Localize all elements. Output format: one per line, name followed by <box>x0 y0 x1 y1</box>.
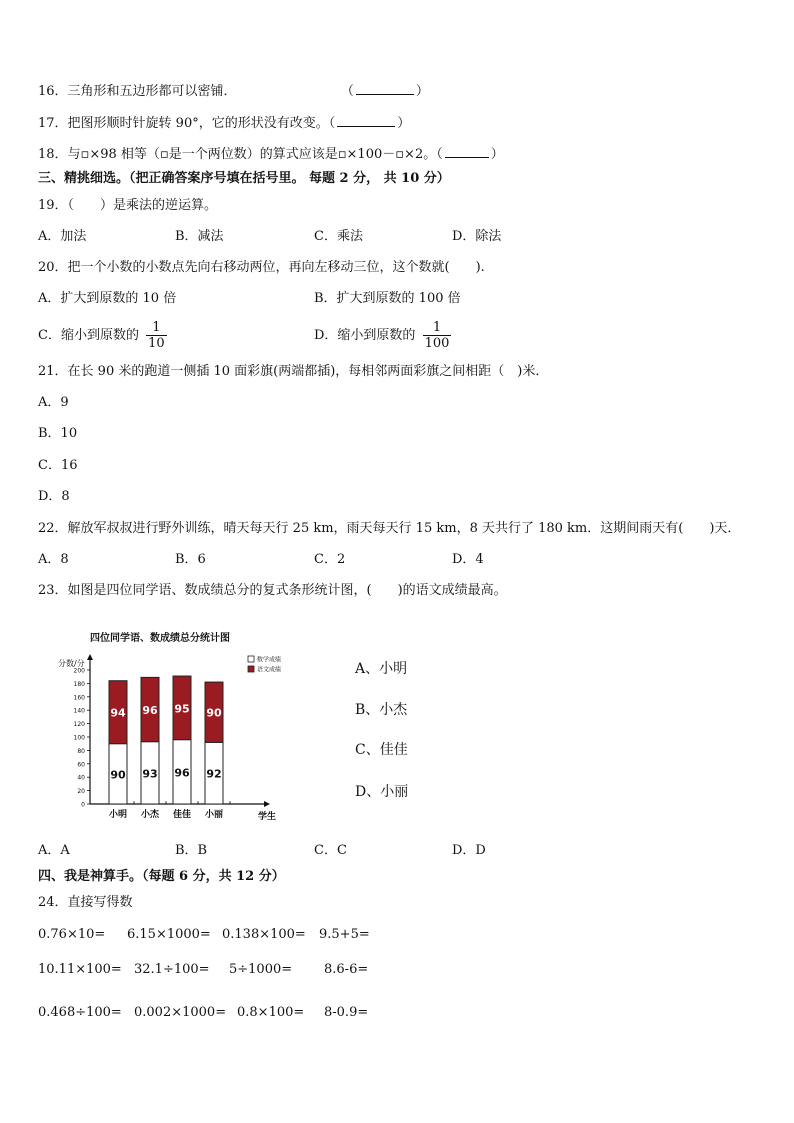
question-23-option-d[interactable]: D．D <box>452 843 486 858</box>
section-4-title: 四、我是神算手。（每题 6 分，共 12 分） <box>38 869 285 884</box>
question-17-paren-close: ） <box>397 116 411 131</box>
calc-item: 0.002×1000= <box>134 1005 227 1020</box>
question-21-option-b[interactable]: B．10 <box>38 426 78 441</box>
question-18 <box>38 145 504 164</box>
fraction-numerator: 1 <box>432 320 442 335</box>
y-tick-label: 200 <box>73 667 85 675</box>
y-tick-label: 180 <box>73 680 85 688</box>
legend-swatch <box>248 656 254 662</box>
calc-item: 0.138×100= <box>222 927 306 942</box>
fraction-one-tenth <box>146 320 167 351</box>
question-21-text: 21．在长 90 米的跑道一侧插 10 面彩旗(两端都插)，每相邻两面彩旗之间相距（ )米． <box>38 364 549 379</box>
calc-item: 6.15×1000= <box>127 927 211 942</box>
calc-item: 0.76×10= <box>38 927 106 942</box>
chart-title: 四位同学语、数成绩总分统计图 <box>90 633 230 644</box>
section-3-title: 三、精挑细选。（把正确答案序号填在括号里。 每题 2 分， 共 10 分） <box>38 171 450 186</box>
bar-data-label: 93 <box>142 767 158 781</box>
question-19-option-c[interactable]: C．乘法 <box>314 229 363 244</box>
question-20-option-c-label: C．缩小到原数的 <box>38 328 139 343</box>
calc-item: 8-0.9= <box>324 1005 369 1020</box>
question-23-option-a[interactable]: A．A <box>38 843 70 858</box>
y-tick-label: 80 <box>77 747 85 755</box>
x-tick-label: 佳佳 <box>172 810 192 820</box>
question-18-paren-close: ） <box>490 147 504 162</box>
bar-data-label: 96 <box>174 766 190 780</box>
question-20-text: 20．把一个小数的小数点先向右移动两位，再向左移动三位，这个数就( ). <box>38 260 485 275</box>
question-24-text: 24．直接写得数 <box>38 895 133 910</box>
question-20-option-a[interactable]: A．扩大到原数的 10 倍 <box>38 291 177 306</box>
y-axis-arrow <box>87 654 93 660</box>
question-17-text: 17．把图形顺时针旋转 90°，它的形状没有改变。（ <box>38 116 336 131</box>
calc-item: 0.468÷100= <box>38 1005 122 1020</box>
legend-label: 语文成绩 <box>257 666 282 674</box>
calc-item: 10.11×100= <box>38 962 122 977</box>
question-23-option-c[interactable]: C．C <box>314 843 347 858</box>
question-20-option-c[interactable] <box>38 318 167 354</box>
legend-label: 数学成绩 <box>257 656 282 664</box>
fraction-denominator: 100 <box>424 336 450 351</box>
question-16-paren-close: ） <box>415 84 429 99</box>
bar-data-label: 94 <box>110 706 126 720</box>
question-21-option-a[interactable]: A．9 <box>38 395 69 410</box>
question-23-choice-d: D、小丽 <box>355 784 409 800</box>
question-22-option-d[interactable]: D．4 <box>452 552 484 567</box>
question-16 <box>38 82 429 101</box>
calc-item: 32.1÷100= <box>134 962 210 977</box>
y-tick-label: 120 <box>73 721 85 729</box>
calc-item: 5÷1000= <box>229 962 293 977</box>
stacked-bar-chart <box>56 622 288 827</box>
bar-data-label: 96 <box>142 704 158 718</box>
y-tick-label: 100 <box>73 734 85 742</box>
fraction-numerator: 1 <box>152 320 161 335</box>
bar-data-label: 90 <box>206 706 222 720</box>
y-tick-label: 140 <box>73 707 85 715</box>
chart-y-ticks <box>74 668 90 809</box>
question-19-option-a[interactable]: A．加法 <box>38 229 87 244</box>
bar-data-label: 95 <box>174 702 190 716</box>
bar-data-label: 90 <box>110 768 126 782</box>
question-16-text: 16．三角形和五边形都可以密铺． <box>38 84 237 99</box>
question-22-option-b[interactable]: B．6 <box>175 552 206 567</box>
question-18-answer-blank[interactable] <box>445 145 489 158</box>
fraction-denominator: 10 <box>148 336 165 351</box>
chart-y-axis-label: 分数/分 <box>58 659 85 668</box>
question-16-answer-blank[interactable] <box>356 82 414 95</box>
question-22-option-c[interactable]: C．2 <box>314 552 346 567</box>
x-tick-label: 小丽 <box>204 810 224 820</box>
y-tick-label: 160 <box>73 694 85 702</box>
question-18-text: 18．与▫×98 相等（▫是一个两位数）的算式应该是▫×100－▫×2。（ <box>38 147 443 162</box>
chart-x-axis-label: 学生 <box>258 812 277 822</box>
bar-data-label: 92 <box>206 767 222 781</box>
question-20-option-d[interactable] <box>314 318 451 354</box>
question-19-option-d[interactable]: D．除法 <box>452 229 502 244</box>
x-tick-label: 小明 <box>108 810 128 820</box>
chart-legend <box>248 656 281 674</box>
question-20-option-b[interactable]: B．扩大到原数的 100 倍 <box>314 291 461 306</box>
question-19-text: 19．（ ）是乘法的逆运算。 <box>38 198 218 213</box>
question-17 <box>38 114 410 133</box>
y-tick-label: 20 <box>77 788 85 796</box>
fraction-one-hundredth <box>423 320 452 351</box>
calc-item: 8.6-6= <box>324 962 369 977</box>
question-23-text: 23．如图是四位同学语、数成绩总分的复式条形统计图，( )的语文成绩最高。 <box>38 583 507 598</box>
question-23-option-b[interactable]: B．B <box>175 843 208 858</box>
calc-item: 9.5+5= <box>319 927 370 942</box>
question-21-option-c[interactable]: C．16 <box>38 458 78 473</box>
y-tick-label: 40 <box>77 774 85 782</box>
calc-item: 0.8×100= <box>237 1005 305 1020</box>
question-19-option-b[interactable]: B．减法 <box>175 229 224 244</box>
question-23-choice-a: A、小明 <box>355 661 408 677</box>
question-20-option-d-label: D．缩小到原数的 <box>314 328 416 343</box>
question-16-paren-open: （ <box>340 84 354 99</box>
question-17-answer-blank[interactable] <box>337 114 395 127</box>
x-axis-arrow <box>264 801 270 807</box>
x-tick-label: 小杰 <box>140 810 160 820</box>
y-tick-label: 0 <box>81 801 85 809</box>
question-22-option-a[interactable]: A．8 <box>38 552 69 567</box>
question-22-text: 22．解放军叔叔进行野外训练，晴天每天行 25 km，雨天每天行 15 km，8 天共行了 180 km．这期间雨天有( )天． <box>38 521 741 536</box>
y-tick-label: 60 <box>77 761 85 769</box>
question-23-choice-c: C、佳佳 <box>355 742 408 758</box>
legend-swatch <box>248 666 254 672</box>
question-21-option-d[interactable]: D．8 <box>38 489 70 504</box>
chart-bars <box>109 676 223 804</box>
question-23-choice-b: B、小杰 <box>355 702 408 718</box>
